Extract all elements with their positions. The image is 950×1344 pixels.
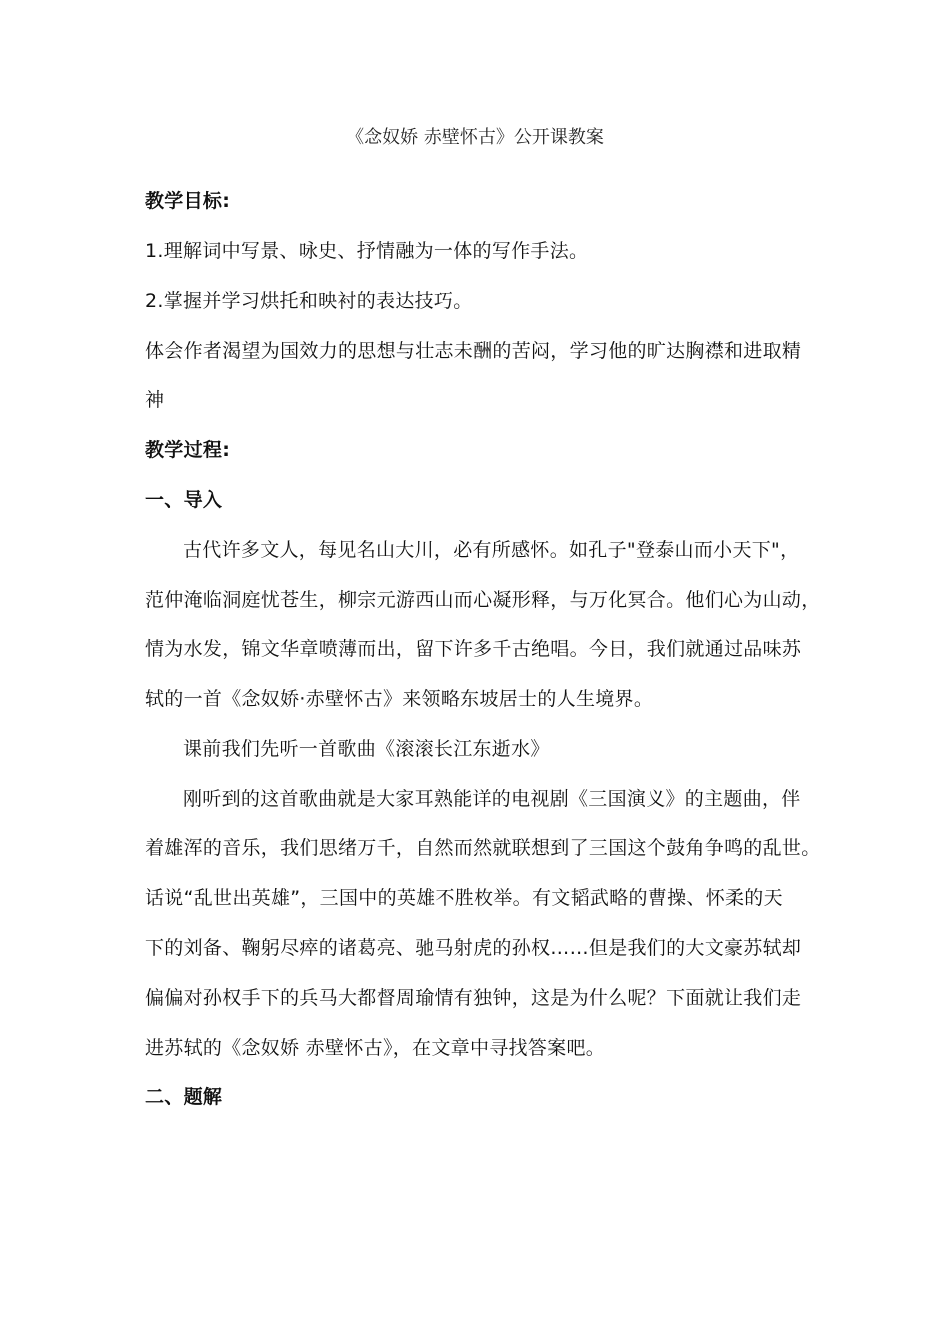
intro-paragraph-3-line: 偏偏对孙权手下的兵马大都督周瑜情有独钟，这是为什么呢？下面就让我们走 (145, 987, 802, 1009)
intro-paragraph-2: 课前我们先听一首歌曲《滚滚长江东逝水》 (183, 738, 550, 760)
intro-paragraph-3-line: 话说“乱世出英雄”，三国中的英雄不胜枚举。有文韬武略的曹操、怀柔的天 (145, 887, 783, 909)
goal-item-3-line-2: 神 (145, 389, 165, 411)
intro-paragraph-3-line: 刚听到的这首歌曲就是大家耳熟能详的电视剧《三国演义》的主题曲，伴 (183, 788, 801, 810)
intro-paragraph-3-line: 进苏轼的《念奴娇 赤壁怀古》，在文章中寻找答案吧。 (145, 1037, 606, 1059)
intro-paragraph-1-line: 古代许多文人，每见名山大川，必有所感怀。如孔子"登泰山而小天下"， (183, 539, 800, 561)
intro-paragraph-1-line: 范仲淹临洞庭忧苍生，柳宗元游西山而心凝形释，与万化冥合。他们心为山动， (145, 589, 821, 611)
goal-item-2: 2.掌握并学习烘托和映衬的表达技巧。 (145, 290, 473, 312)
goal-item-3-line-1: 体会作者渴望为国效力的思想与壮志未酬的苦闷，学习他的旷达胸襟和进取精 (145, 340, 802, 362)
intro-paragraph-3-line: 下的刘备、鞠躬尽瘁的诸葛亮、驰马射虎的孙权……但是我们的大文豪苏轼却 (145, 937, 802, 959)
intro-paragraph-1-line: 轼的一首《念奴娇·赤壁怀古》来领略东坡居士的人生境界。 (145, 688, 654, 710)
section-2-heading: 二、题解 (145, 1086, 223, 1108)
intro-paragraph-1-line: 情为水发，锦文华章喷薄而出，留下许多千古绝唱。今日，我们就通过品味苏 (145, 638, 802, 660)
goals-heading: 教学目标: (145, 190, 231, 212)
intro-paragraph-3-line: 着雄浑的音乐，我们思绪万千，自然而然就联想到了三国这个鼓角争鸣的乱世。 (145, 837, 821, 859)
document-title: 《念奴娇 赤壁怀古》公开课教案 (346, 127, 604, 148)
goal-item-1: 1.理解词中写景、咏史、抒情融为一体的写作手法。 (145, 240, 589, 262)
section-1-heading: 一、导入 (145, 489, 223, 511)
process-heading: 教学过程: (145, 439, 231, 461)
